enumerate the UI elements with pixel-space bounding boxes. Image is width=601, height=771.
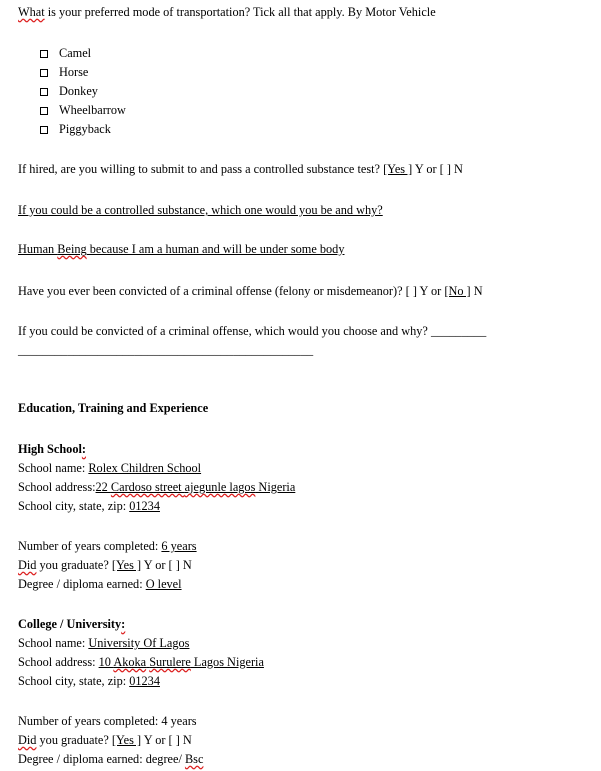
option-label: Camel xyxy=(59,46,92,60)
checkbox-horse[interactable] xyxy=(40,65,88,80)
college-degree xyxy=(18,752,203,767)
field-value[interactable] xyxy=(96,480,296,494)
spell-flag: : xyxy=(81,442,87,456)
yes-answer[interactable]: [Yes ] xyxy=(111,733,142,747)
spell-flag: Did xyxy=(18,558,37,572)
yes-answer[interactable]: [Yes ] xyxy=(111,558,142,572)
checkbox-donkey[interactable] xyxy=(40,84,98,99)
hs-school-city xyxy=(18,499,160,514)
answer-tail: Y or [ ] N xyxy=(141,733,192,747)
address-part: Nigeria xyxy=(255,480,296,494)
spell-flag: Did xyxy=(18,733,37,747)
spell-flag: Akoka xyxy=(113,655,147,669)
question-text: Have you ever been convicted of a criminal offense (felony or misdemeanor)? [ ] Y or xyxy=(18,284,445,298)
spell-flag[interactable]: Bsc xyxy=(184,752,204,766)
spell-flag: : xyxy=(121,617,126,631)
field-label: Number of years completed: xyxy=(18,539,162,553)
hs-degree xyxy=(18,577,182,592)
checkbox-camel[interactable] xyxy=(40,46,91,61)
field-value[interactable]: 01234 xyxy=(129,674,160,688)
answer-text: because I am a human and will be under some body xyxy=(86,242,345,256)
yes-answer[interactable]: [Yes ] xyxy=(383,162,413,176)
checkbox-piggyback[interactable] xyxy=(40,122,111,137)
field-label: Degree / diploma earned: xyxy=(18,577,146,591)
checkbox-square-icon[interactable] xyxy=(40,126,48,134)
hs-school-address xyxy=(18,480,295,495)
spell-flag: Surulere xyxy=(149,655,191,669)
question-text: If hired, are you willing to submit to and pass a controlled substance test? xyxy=(18,162,384,176)
option-label: Piggyback xyxy=(59,122,111,136)
checkbox-square-icon[interactable] xyxy=(40,69,48,77)
transport-question xyxy=(18,5,436,20)
checkbox-square-icon[interactable] xyxy=(40,88,48,96)
drug-test-question xyxy=(18,162,463,177)
field-label: Degree / diploma earned: degree/ xyxy=(18,752,185,766)
address-part: 10 xyxy=(98,655,114,669)
field-label: School city, state, zip: xyxy=(18,674,130,688)
hs-years xyxy=(18,539,197,554)
checkbox-square-icon[interactable] xyxy=(40,50,48,58)
substance-question: If you could be a controlled substance, which one would you be and why? xyxy=(18,203,383,217)
heading-text: High School xyxy=(18,442,82,456)
high-school-heading xyxy=(18,442,86,457)
choose-offense-question: If you could be convicted of a criminal offense, which would you choose and why? _________ xyxy=(18,324,487,338)
option-label: Donkey xyxy=(59,84,98,98)
option-label: Horse xyxy=(59,65,89,79)
hs-school-name xyxy=(18,461,201,476)
checkbox-square-icon[interactable] xyxy=(40,107,48,115)
spell-flag: Cardoso street xyxy=(110,480,185,494)
spell-flag: ajegunle lagos xyxy=(184,480,256,494)
heading-text: College / University xyxy=(18,617,122,631)
answer-text: Human xyxy=(18,242,58,256)
question-text: you graduate? xyxy=(36,558,112,572)
field-label: School city, state, zip: xyxy=(18,499,130,513)
field-value[interactable]: O level xyxy=(145,577,182,591)
college-years: Number of years completed: 4 years xyxy=(18,714,197,728)
field-value[interactable]: Rolex Children School xyxy=(88,461,202,475)
college-heading xyxy=(18,617,125,632)
address-part: 22 xyxy=(95,480,111,494)
answer-tail: Y or [ ] N xyxy=(141,558,192,572)
answer-tail: Y or [ ] N xyxy=(412,162,463,176)
education-heading: Education, Training and Experience xyxy=(18,401,209,415)
field-value[interactable]: 6 years xyxy=(161,539,197,553)
substance-answer[interactable] xyxy=(18,242,344,257)
field-label: School name: xyxy=(18,636,89,650)
spell-flag: Being xyxy=(57,242,87,256)
college-graduate xyxy=(18,733,192,748)
convicted-question xyxy=(18,284,483,299)
college-school-address xyxy=(18,655,264,670)
field-value[interactable]: University Of Lagos xyxy=(88,636,190,650)
address-part: Lagos Nigeria xyxy=(190,655,264,669)
field-value[interactable] xyxy=(99,655,264,669)
option-label: Wheelbarrow xyxy=(59,103,126,117)
field-label: School name: xyxy=(18,461,89,475)
field-value[interactable]: 01234 xyxy=(129,499,160,513)
question-text: you graduate? xyxy=(36,733,112,747)
answer-blank-line[interactable]: ________________________________________________ xyxy=(18,343,314,357)
field-label: School address: xyxy=(18,655,99,669)
no-answer[interactable]: [No ] xyxy=(444,284,471,298)
college-school-name xyxy=(18,636,189,651)
college-school-city xyxy=(18,674,160,689)
checkbox-wheelbarrow[interactable] xyxy=(40,103,126,118)
field-label: School address: xyxy=(18,480,96,494)
hs-graduate xyxy=(18,558,192,573)
transport-question-text: is your preferred mode of transportation? Tick all that apply. By Motor Vehicle xyxy=(44,5,436,19)
spell-flag: What xyxy=(18,5,45,19)
answer-tail: N xyxy=(470,284,483,298)
